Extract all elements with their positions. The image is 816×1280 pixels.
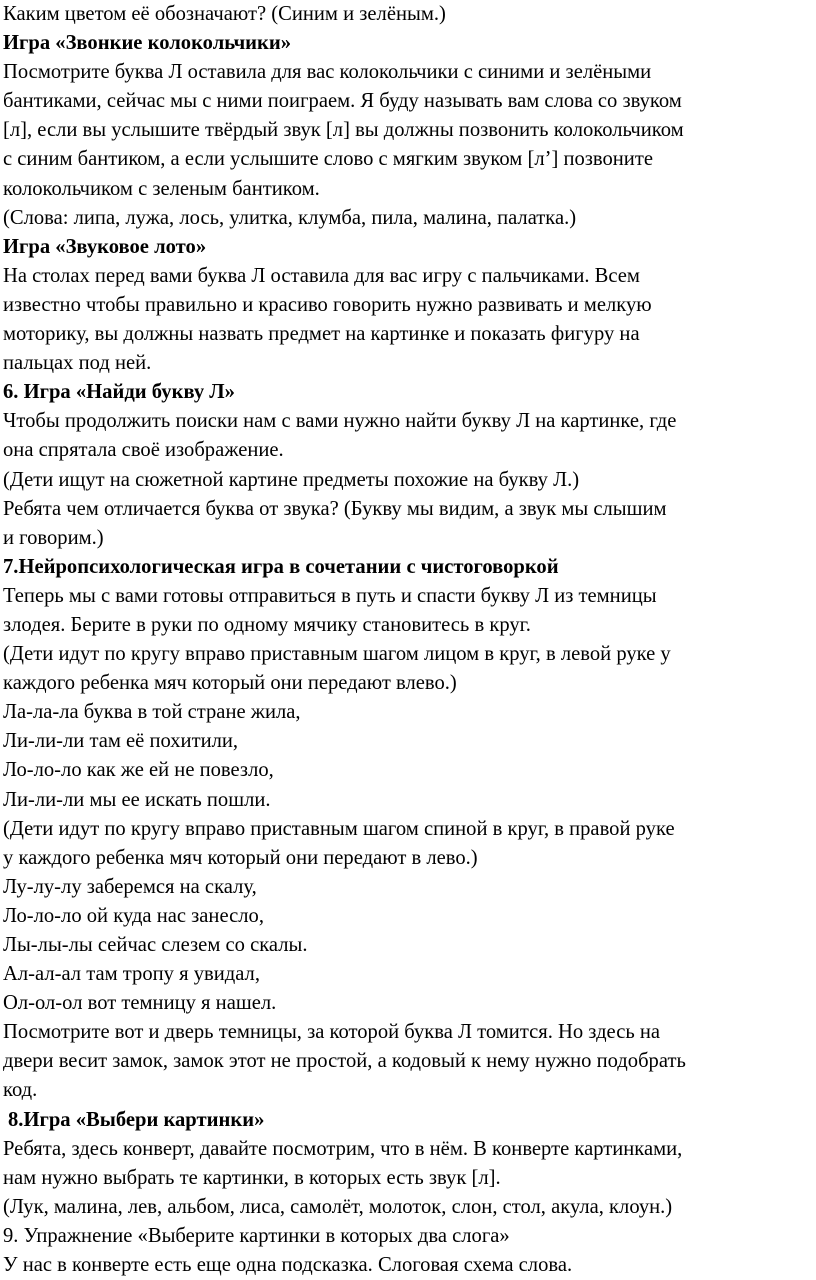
rhyme-line: Ло-ло-ло как же ей не повезло, [3,759,274,782]
document-page [3,0,813,1280]
text-line: двери весит замок, замок этот не простой, а кодовый к нему нужно подобрать [3,1050,686,1073]
text-line: Ребята чем отличается буква от звука? (Букву мы видим, а звук мы слышим [3,497,667,520]
text-line: 9. Упражнение «Выберите картинки в которых два слога» [3,1224,510,1247]
text-line: (Слова: липа, лужа, лось, улитка, клумба, пила, малина, палатка.) [3,206,577,229]
section-heading-sound-lotto: Игра «Звуковое лото» [3,235,207,258]
section-heading-choose-pictures: 8.Игра «Выбери картинки» [8,1108,265,1131]
text-line: Посмотрите вот и дверь темницы, за которой буква Л томится. Но здесь на [3,1021,661,1044]
text-line: колокольчиком с зеленым бантиком. [3,177,320,200]
text-line: (Лук, малина, лев, альбом, лиса, самолёт, молоток, слон, стол, акула, клоун.) [3,1195,673,1218]
text-line: она спрятала своё изображение. [3,439,284,462]
text-line: и говорим.) [3,526,104,549]
text-line: каждого ребенка мяч который они передают влево.) [3,672,457,695]
section-heading-neuro-game: 7.Нейропсихологическая игра в сочетании с чистоговоркой [3,555,559,578]
text-line: моторику, вы должны назвать предмет на картинке и показать фигуру на [3,323,640,346]
text-line: пальцах под ней. [3,352,152,375]
text-line: Посмотрите буква Л оставила для вас колокольчики с синими и зелёными [3,61,652,84]
section-heading-find-letter: 6. Игра «Найди букву Л» [3,381,235,404]
rhyme-line: Лы-лы-лы сейчас слезем со скалы. [3,934,308,956]
text-line: бантиками, сейчас мы с ними поиграем. Я буду называть вам слова со звуком [3,90,682,113]
text-line: Ребята, здесь конверт, давайте посмотрим, что в нём. В конверте картинками, [3,1137,683,1160]
text-line: нам нужно выбрать те картинки, в которых есть звук [л]. [3,1166,501,1189]
text-line: На столах перед вами буква Л оставила для вас игру с пальчиками. Всем [3,264,640,287]
rhyme-line: Ла-ла-ла буква в той стране жила, [3,701,301,724]
section-heading-bells-game: Игра «Звонкие колокольчики» [3,32,292,55]
rhyme-line: Ли-ли-ли мы ее искать пошли. [3,788,271,811]
text-line: (Дети идут по кругу вправо приставным шагом лицом в круг, в левой руке у [3,643,671,666]
rhyme-line: Ол-ол-ол вот темницу я нашел. [3,992,277,1015]
rhyme-line: Лу-лу-лу заберемся на скалу, [3,875,257,898]
text-line: [л], если вы услышите твёрдый звук [л] вы должны позвонить колокольчиком [3,119,684,142]
text-line: с синим бантиком, а если услышите слово с мягким звуком [л’] позвоните [3,148,653,171]
text-line: У нас в конверте есть еще одна подсказка. Слоговая схема слова. [3,1254,573,1277]
text-line: злодея. Берите в руки по одному мячику становитесь в круг. [3,613,531,636]
rhyme-line: Ал-ал-ал там тропу я увидал, [3,963,260,986]
text-line: Чтобы продолжить поиски нам с вами нужно найти букву Л на картинке, где [3,410,677,433]
text-line: (Дети ищут на сюжетной картине предметы похожие на букву Л.) [3,468,580,491]
text-line: (Дети идут по кругу вправо приставным шагом спиной в круг, в правой руке [3,817,675,840]
text-line: у каждого ребенка мяч который они передают в лево.) [3,846,478,869]
rhyme-line: Ло-ло-ло ой куда нас занесло, [3,904,264,927]
text-line: известно чтобы правильно и красиво говорить нужно развивать и мелкую [3,293,652,316]
text-line: Каким цветом её обозначают? (Синим и зелёным.) [3,3,446,25]
text-line: Теперь мы с вами готовы отправиться в путь и спасти букву Л из темницы [3,584,657,607]
rhyme-line: Ли-ли-ли там её похитили, [3,730,239,753]
text-line: код. [3,1079,38,1102]
